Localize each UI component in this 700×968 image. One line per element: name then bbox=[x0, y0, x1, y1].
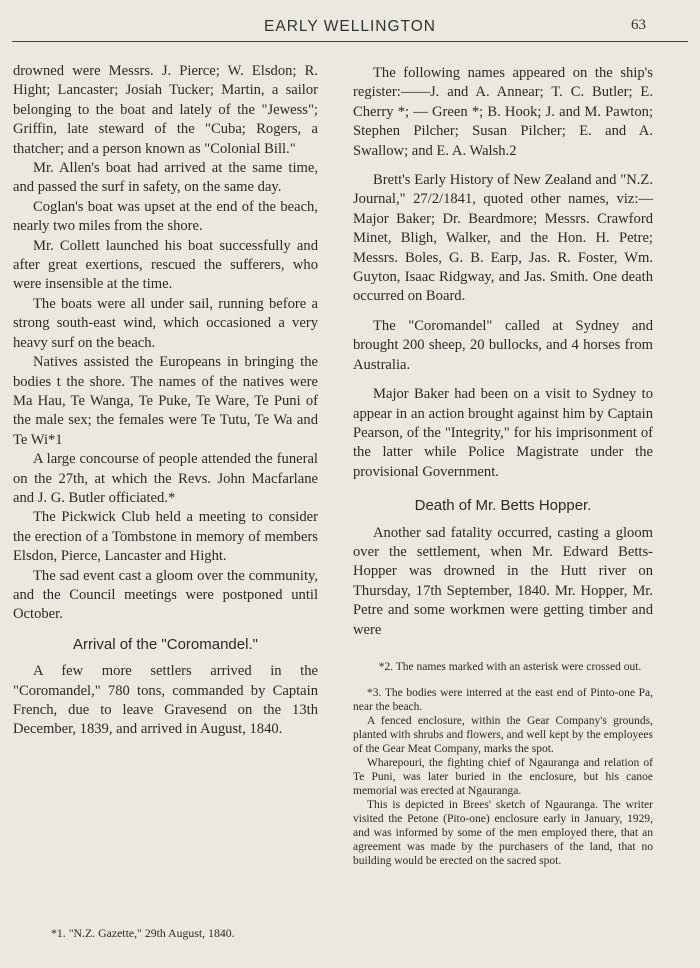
paragraph: The boats were all under sail, running before a strong south-east wind, which occasioned a very heavy surf on the beach. bbox=[13, 295, 318, 351]
paragraph: Major Baker had been on a visit to Sydney to appear in an action brought against him by Captain Pearson, of the "Integrity," for his imprisonment of the latter while Police Magistrate under the provisional Government. bbox=[353, 386, 653, 480]
paragraph: Natives assisted the Europeans in bringing the bodies t‌ the shore. The names of the natives were Ma Hau, Te Wanga, Te Puke, Te Ware, Te Puni of the male sex; the females were Te Tutu, Te Wa and Te Wi*1 bbox=[13, 354, 318, 448]
footnotes bbox=[353, 660, 653, 868]
page-number: 63 bbox=[631, 17, 646, 33]
right-column bbox=[353, 64, 653, 868]
paragraph: The following names appeared on the ship's register:——J. and A. Annear; T. C. Butler; E. Cherry *; — Green *; B. Hook; J. and M. Pawton; Stephen Pilcher; Susan Pilcher; E. and A. Swallow; and E. A. Walsh.2 bbox=[353, 65, 653, 159]
paragraph: Mr. Collett launched his boat successfully and after great exertions, rescued the sufferers, who were insensible at the time. bbox=[13, 237, 318, 293]
footnote: *2. The names marked with an asterisk were crossed out. bbox=[378, 660, 642, 673]
header-rule bbox=[12, 41, 688, 42]
paragraph: A few more settlers arrived in the "Coromandel," 780 tons, commanded by Captain French, due to leave Gravesend on the 13th December, 1839, and arrived in August, 1840. bbox=[13, 663, 318, 738]
paragraph: Brett's Early History of New Zealand and "N.Z. Journal," 27/2/1841, quoted other names, viz:—Major Baker; Dr. Beardmore; Messrs. Crawford Minet, Bligh, Walker, and the Hon. H. Petre; Messrs. Boles, G. B. Earp, Jas. R. Foster, Wm. Guyton, Isaac Ridgway, and Jas. Smith. One death occurred on Board. bbox=[353, 172, 653, 305]
footnote: Wharepouri, the fighting chief of Ngauranga and relation of Te Puni, was later buried in the enclosure, but his canoe memorial was erected at Ngauranga. bbox=[353, 756, 653, 797]
paragraph: drowned were Messrs. J. Pierce; W. Elsdon; R. Hight; Lancaster; Josiah Tucker; Martin, a sailor belonging to the boat and lately of the "Jewess"; Griffin, late steward of the "Cuba; Rogers, a thatcher; and a person known as "Colonial Bill." bbox=[13, 63, 318, 157]
paragraph: The sad event cast a gloom over the community, and the Council meetings were postponed until October. bbox=[13, 567, 318, 623]
paragraph: Coglan's boat was upset at the end of the beach, nearly two miles from the shore. bbox=[13, 198, 318, 235]
footnote: This is depicted in Brees' sketch of Ngauranga. The writer visited the Petone (Pito-one) enclosure early in January, 1929, and was informed by some of the men employed there, that an agreement was made by the purchasers of the land, that no building would be erected on the sacred spot. bbox=[353, 798, 653, 867]
footnote: *1. "N.Z. Gazette," 29th August, 1840. bbox=[51, 926, 235, 940]
section-heading: Death of Mr. Betts Hopper. bbox=[414, 497, 592, 515]
paragraph: Mr. Allen's boat had arrived at the same time, and passed the surf in safety, on the same day. bbox=[13, 160, 318, 196]
paragraph: A large concourse of people attended the funeral on the 27th, at which the Revs. John Macfarlane and J. G. Butler officiated.* bbox=[13, 451, 318, 506]
footnote: *3. The bodies were interred at the east end of Pinto-one Pa, near the beach. bbox=[353, 686, 653, 713]
paragraph: Another sad fatality occurred, casting a gloom over the settlement, when Mr. Edward Betts-Hopper was drowned in the Hutt river on Thursday, 17th September, 1840. Mr. Hopper, Mr. Petre and some workmen were getting timber and were bbox=[353, 524, 653, 638]
running-title: EARLY WELLINGTON bbox=[264, 18, 436, 35]
footnote: A fenced enclosure, within the Gear Company's grounds, planted with shrubs and flowers, and well kept by the employees of the Gear Meat Company, marks the spot. bbox=[353, 714, 653, 755]
left-column bbox=[13, 62, 318, 740]
paragraph: The Pickwick Club held a meeting to consider the erection of a Tombstone in memory of members Elsdon, Pierce, Lancaster and Hight. bbox=[13, 509, 318, 565]
paragraph: The "Coromandel" called at Sydney and brought 200 sheep, 20 bullocks, and 4 horses from Australia. bbox=[353, 317, 653, 373]
section-heading: Arrival of the "Coromandel." bbox=[73, 635, 258, 653]
page-header bbox=[12, 0, 688, 40]
